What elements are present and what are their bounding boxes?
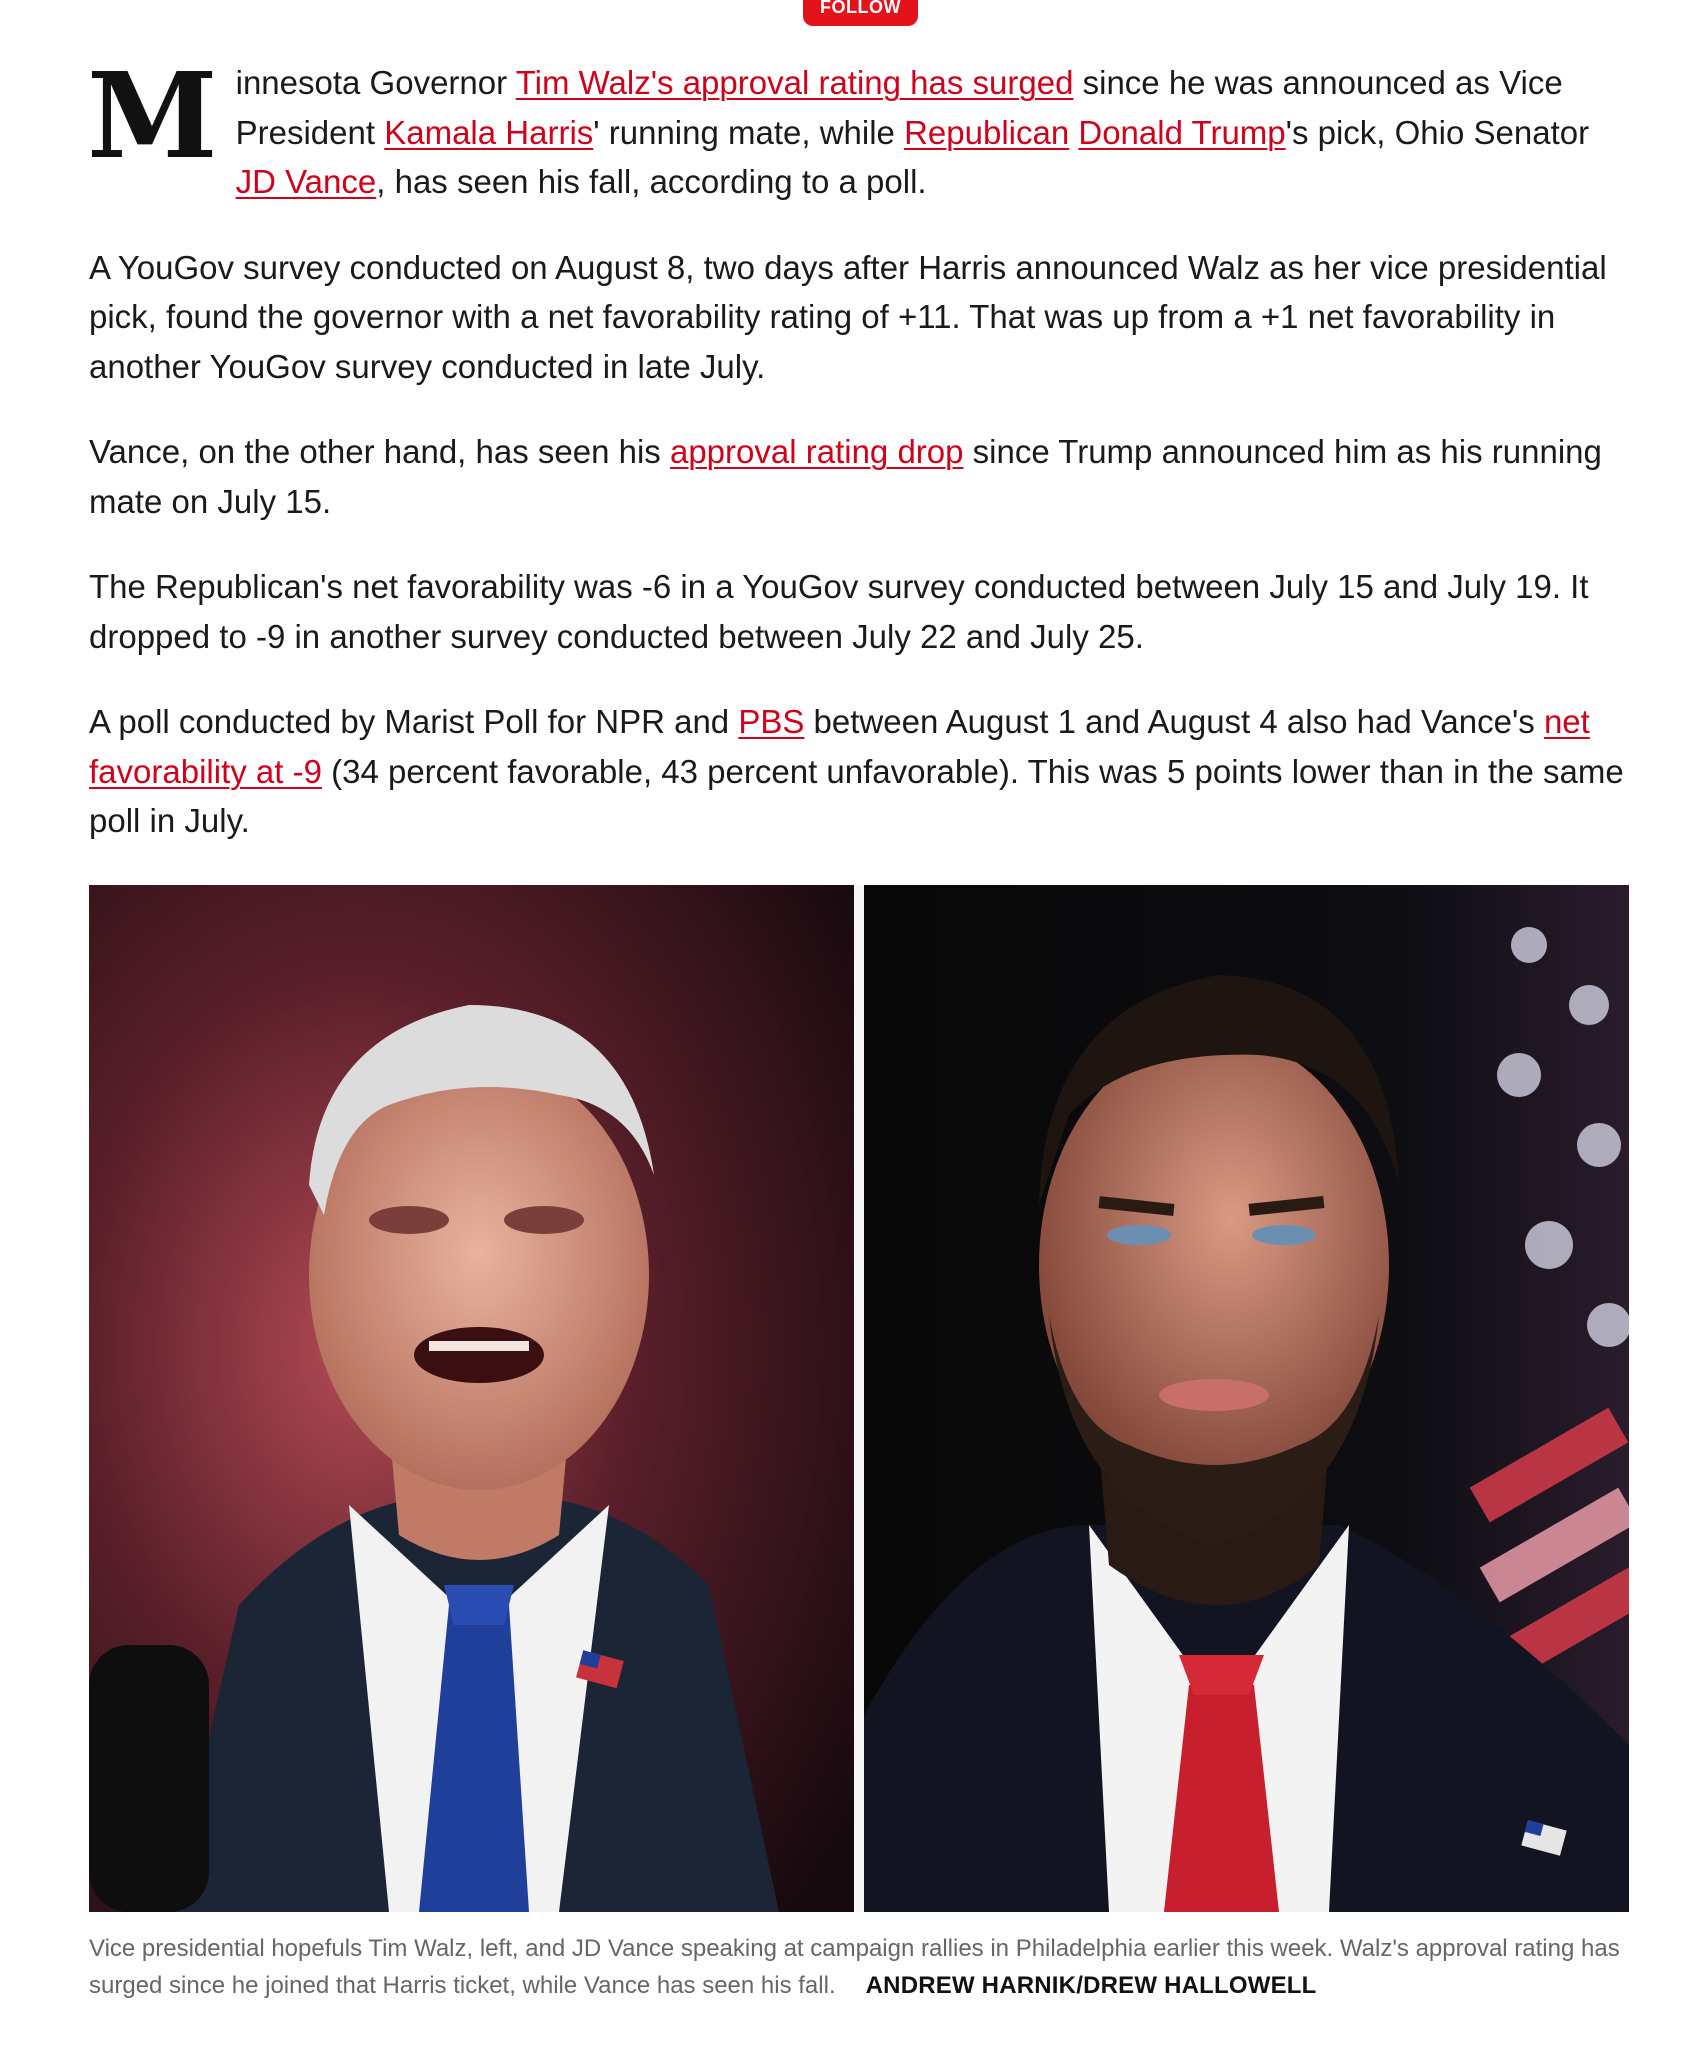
text: Vance, on the other hand, has seen his [89, 433, 670, 470]
drop-cap: M [87, 46, 218, 185]
walz-photo [89, 885, 854, 1912]
article-body [87, 46, 1629, 882]
link-kamala-harris[interactable]: Kamala Harris [384, 113, 594, 151]
text: innesota Governor [235, 64, 516, 101]
text: between August 1 and August 4 also had Vance's [804, 703, 1544, 740]
text: since Trump announced him as his running mate on July 15. [89, 433, 1602, 520]
article-photo[interactable] [89, 885, 1629, 1912]
caption-text: Vice presidential hopefuls Tim Walz, left, and JD Vance speaking at campaign rallies in Philadelphia earlier this week. Walz's approval rating has surged since he joined that Harris ticket, while Vance has seen his fall. [89, 1935, 1620, 1999]
text: since he was announced as Vice President [235, 64, 1563, 151]
text: , has seen his fall, according to a poll. [376, 163, 927, 200]
follow-button[interactable]: FOLLOW [803, 0, 918, 26]
photo-divider [854, 885, 864, 1912]
link-pbs[interactable]: PBS [738, 703, 805, 740]
link-walz-approval[interactable]: Tim Walz's approval rating has surged [515, 64, 1074, 101]
link-donald-trump[interactable]: Donald Trump [1078, 113, 1286, 151]
paragraph-5 [89, 697, 1629, 846]
photo-credit: ANDREW HARNIK/DREW HALLOWELL [865, 1972, 1317, 1999]
paragraph-1 [87, 46, 1629, 207]
text [1069, 114, 1078, 151]
paragraph-2: A YouGov survey conducted on August 8, two days after Harris announced Walz as her vice presidential pick, found the governor with a net favorability rating of +11. That was up from a +1 net favorability in another YouGov survey conducted in late July. [89, 248, 1607, 385]
text: 's pick, Ohio Senator [1285, 113, 1590, 151]
text: A poll conducted by Marist Poll for NPR and [89, 703, 739, 740]
vance-photo [864, 885, 1629, 1912]
text: (34 percent favorable, 43 percent unfavorable). This was 5 points lower than in the same poll in July. [89, 752, 1624, 839]
link-republican[interactable]: Republican [904, 113, 1070, 151]
paragraph-3 [89, 427, 1629, 526]
link-jd-vance[interactable]: JD Vance [235, 163, 377, 200]
link-approval-drop[interactable]: approval rating drop [669, 433, 964, 470]
link-net-favorability[interactable]: net favorability at -9 [89, 703, 1590, 790]
paragraph-4: The Republican's net favorability was -6 in a YouGov survey conducted between July 15 and July 19. It dropped to -9 in another survey conducted between July 22 and July 25. [89, 568, 1589, 655]
photo-composite [89, 885, 1629, 1912]
text: ' running mate, while [593, 113, 905, 151]
photo-caption [89, 1930, 1629, 2004]
